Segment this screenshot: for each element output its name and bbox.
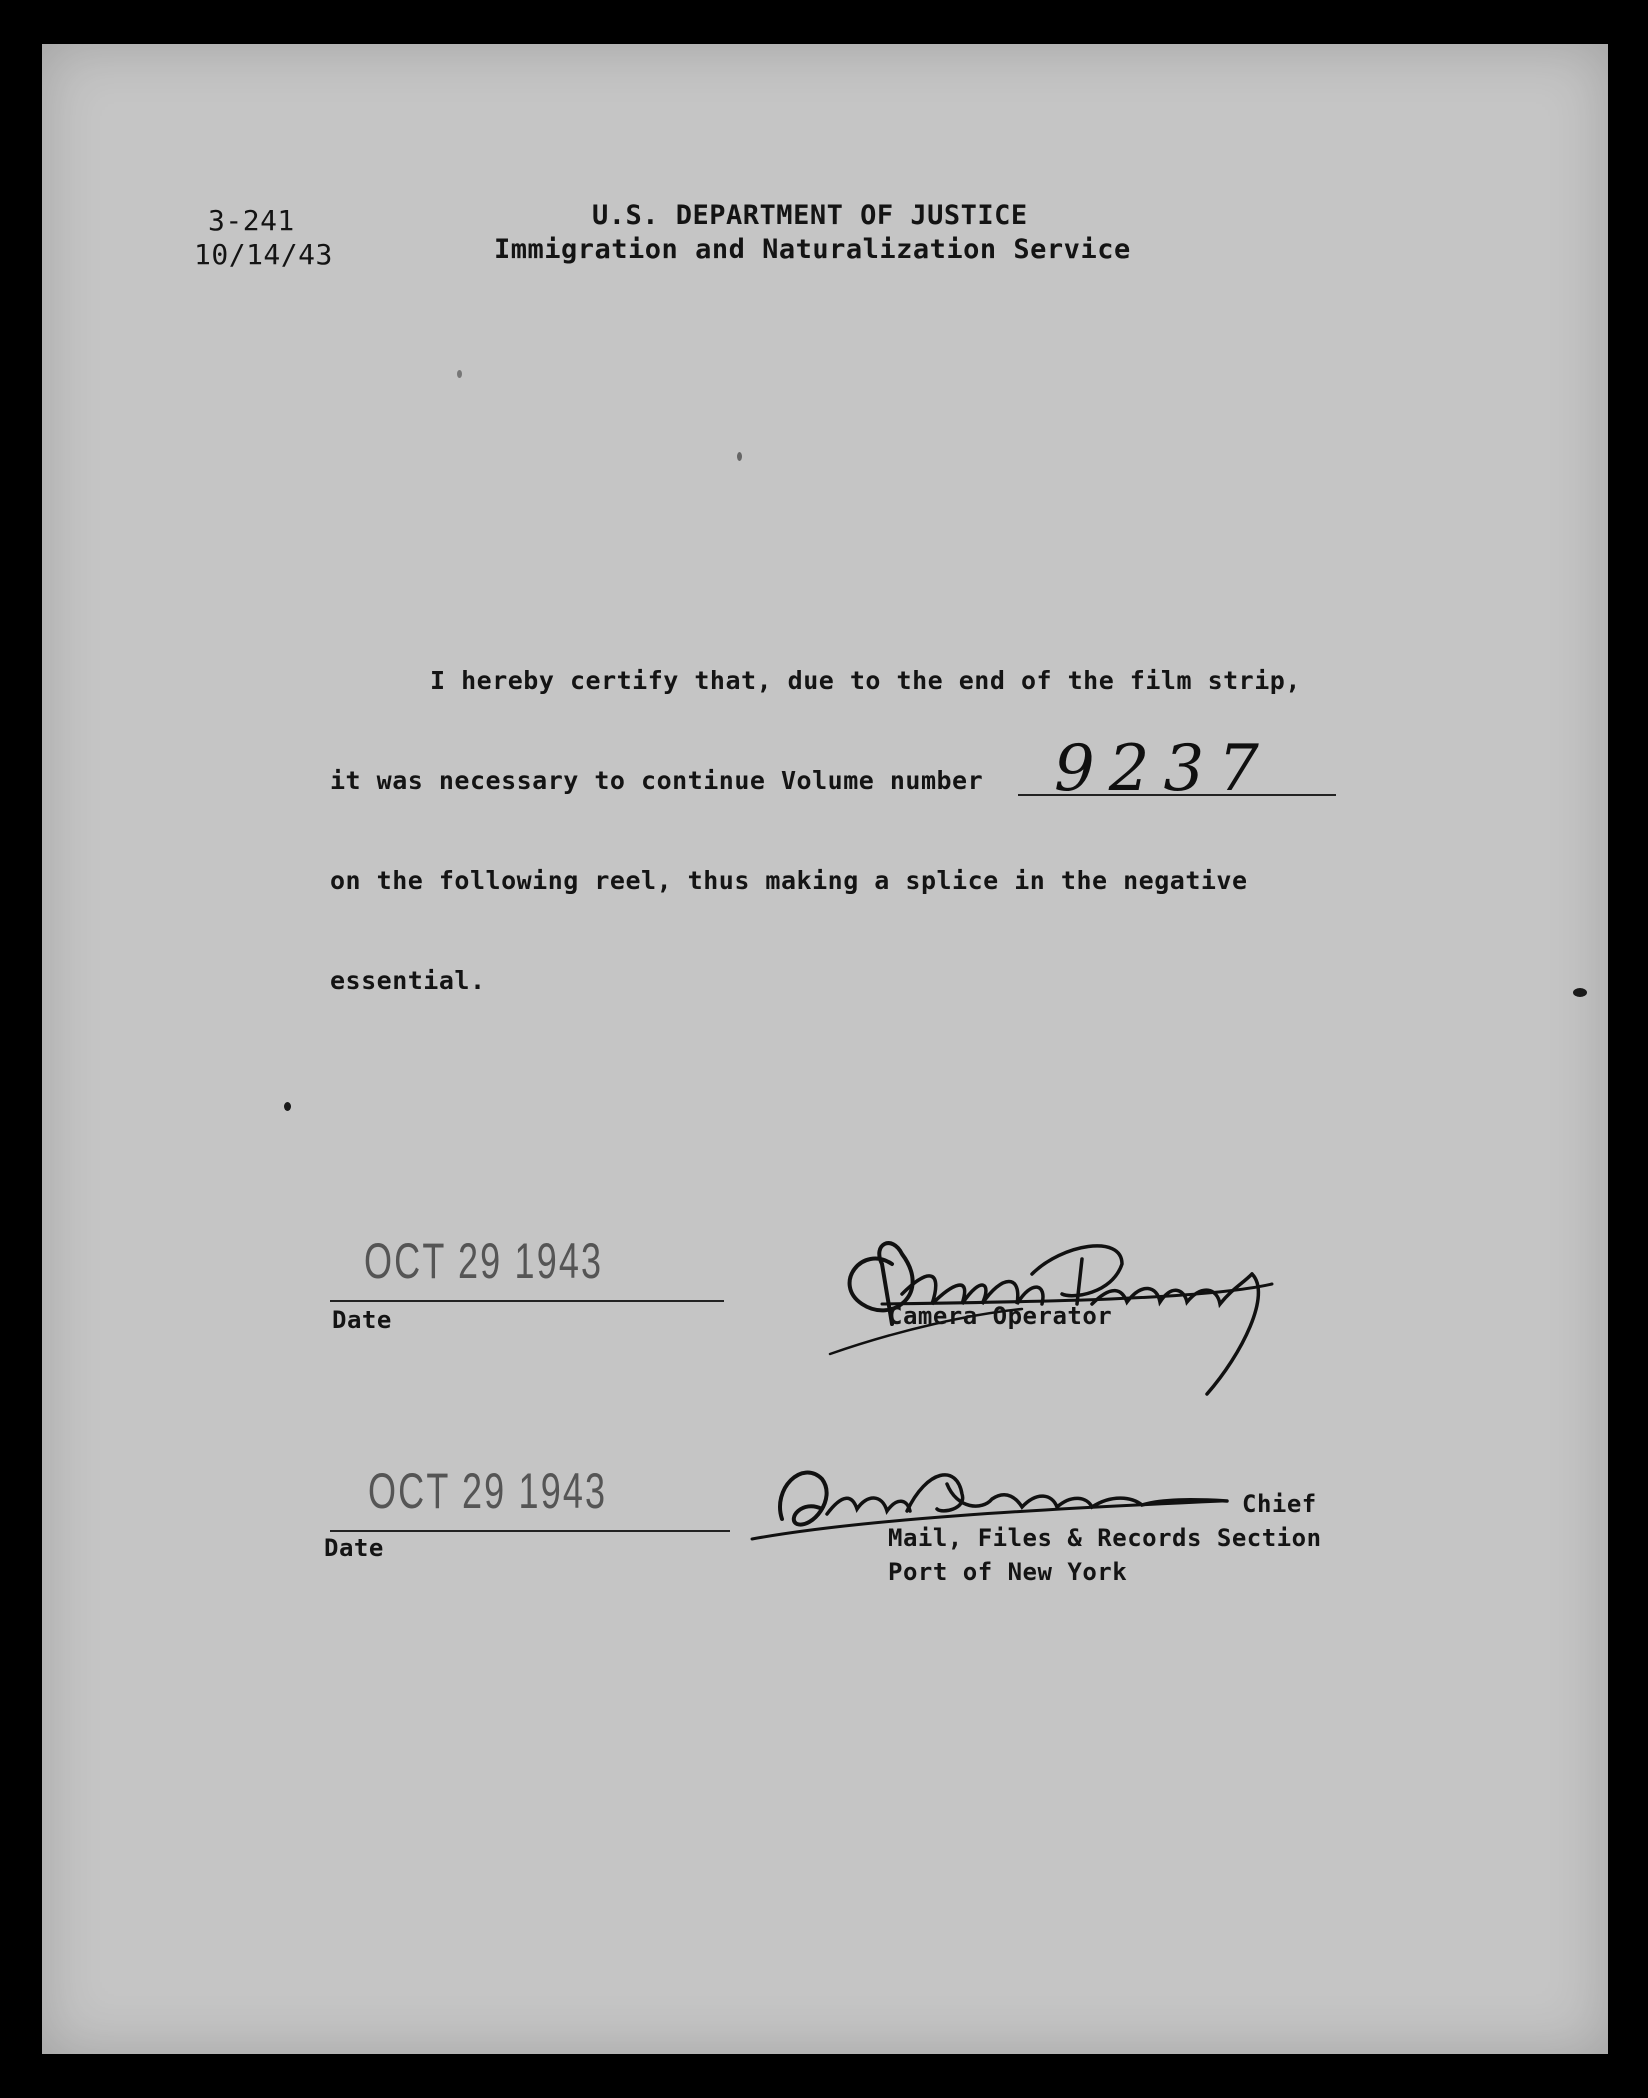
form-date: 10/14/43 [194,238,333,271]
certify-line-1: I hereby certify that, due to the end of the film strip, [430,666,1301,695]
date-stamp-1: OCT 29 1943 [364,1233,604,1289]
camera-operator-label: Camera Operator [888,1302,1113,1330]
ink-speck [1573,988,1587,997]
form-number: 3-241 [208,204,295,237]
certify-line-3: on the following reel, thus making a splice in the negative [330,866,1248,895]
chief-port: Port of New York [888,1558,1128,1586]
chief-title: Chief [1242,1490,1317,1518]
smudge-mark [737,452,742,461]
document-page [42,44,1608,2054]
certify-line-4: essential. [330,966,486,995]
date-stamp-2: OCT 29 1943 [368,1463,608,1519]
department-heading: U.S. DEPARTMENT OF JUSTICE [592,200,1028,231]
date-line-2 [330,1530,730,1532]
date-line-1 [330,1300,724,1302]
chief-section: Mail, Files & Records Section [888,1524,1322,1552]
ink-speck [284,1102,291,1111]
date-label-1: Date [332,1306,392,1334]
service-heading: Immigration and Naturalization Service [494,234,1131,265]
volume-number: 9237 [1054,732,1273,806]
certify-line-2: it was necessary to continue Volume number [330,766,984,795]
smudge-mark [457,370,462,378]
date-label-2: Date [324,1534,384,1562]
